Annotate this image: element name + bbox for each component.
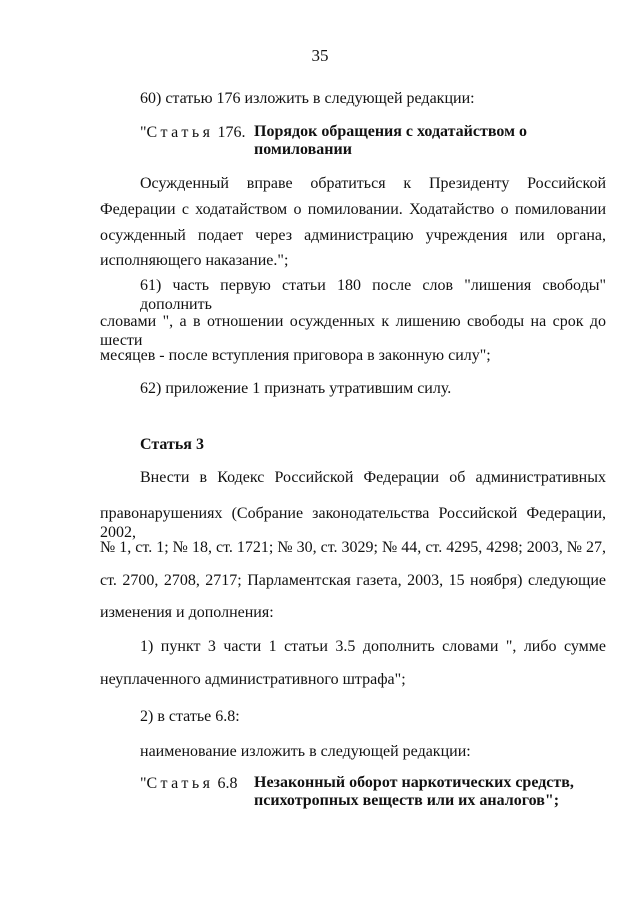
article-6-8-label [140,774,238,793]
item-61-line: словами ", а в отношении осужденных к лишению свободы на срок до шести [100,313,606,349]
item-1-line: неуплаченного административного штрафа"; [100,671,406,688]
quote-mark: " [140,124,147,141]
article-176-body-line: Федерации с ходатайством о помиловании. Ходатайство о помиловании [100,201,606,218]
item-1-line: 1) пункт 3 части 1 статьи 3.5 дополнить словами ", либо сумме [140,638,606,655]
article-6-8-title-line2: психотропных веществ или их аналогов"; [254,792,560,809]
article-176-label [140,123,246,142]
article-176-body-line: Осужденный вправе обратиться к Президенту Российской [140,175,606,192]
item-62: 62) приложение 1 признать утратившим силу. [140,380,452,397]
article-176-body-line: исполняющего наказание."; [100,252,289,269]
quote-mark: " [140,775,147,792]
article-3-line: Внести в Кодекс Российской Федерации об административных [140,469,606,486]
name-instruction: наименование изложить в следующей редакции: [140,743,471,760]
item-2: 2) в статье 6.8: [140,708,240,725]
article-176-title-line1: Порядок обращения с ходатайством о [254,123,527,140]
item-61-line: месяцев - после вступления приговора в законную силу"; [100,347,491,364]
article-176-title-line2: помиловании [254,141,352,158]
article-word: Статья [146,124,214,141]
article-176-body-line: осужденный подает через администрацию учреждения или органа, [100,227,606,244]
article-word: Статья [146,775,214,792]
page-number: 35 [311,46,329,65]
article-3-heading: Статья 3 [140,436,204,453]
article-6-8-title-line1: Незаконный оборот наркотических средств, [254,774,574,791]
article-number: 6.8 [217,775,238,792]
article-3-line: изменения и дополнения: [100,604,274,621]
article-number: 176. [217,124,246,141]
item-61-line: 61) часть первую статьи 180 после слов "лишения свободы" дополнить [140,277,606,313]
article-3-line: № 1, ст. 1; № 18, ст. 1721; № 30, ст. 3029; № 44, ст. 4295, 4298; 2003, № 27, [100,539,606,556]
item-60: 60) статью 176 изложить в следующей редакции: [140,90,475,107]
article-3-line: ст. 2700, 2708, 2717; Парламентская газета, 2003, 15 ноября) следующие [100,572,606,589]
article-3-line: правонарушениях (Собрание законодательства Российской Федерации, 2002, [100,505,606,541]
